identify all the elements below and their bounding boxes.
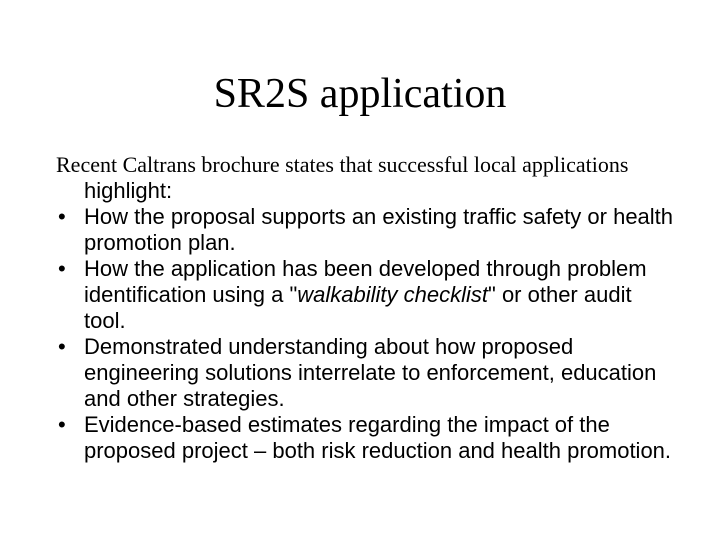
bullet-text: " or other audit tool. (84, 282, 632, 333)
bullet-text: Demonstrated understanding about how proposed engineering solutions interrelate to enforcement, education and other strategies. (84, 334, 657, 411)
slide-body (56, 152, 676, 464)
bullet-item (56, 256, 676, 334)
bullet-item (56, 334, 676, 412)
bullet-icon: • (58, 412, 66, 437)
bullet-text-italic: walkability checklist (297, 282, 489, 307)
bullet-list (56, 204, 676, 464)
bullet-icon: • (58, 256, 66, 281)
intro-text: Recent Caltrans brochure states that successful local applications (56, 152, 629, 177)
slide-title: SR2S application (213, 71, 507, 117)
bullet-item (56, 204, 676, 256)
bullet-icon: • (58, 204, 66, 229)
bullet-icon: • (58, 334, 66, 359)
intro-paragraph (56, 152, 676, 204)
bullet-text: How the application has been developed through problem identification using a " (84, 256, 647, 307)
intro-text-highlight: highlight: (84, 178, 173, 203)
bullet-text: Evidence-based estimates regarding the impact of the proposed project – both risk reduction and health promotion. (84, 412, 672, 463)
bullet-item (56, 412, 676, 464)
bullet-text: How the proposal supports an existing traffic safety or health promotion plan. (84, 204, 674, 255)
